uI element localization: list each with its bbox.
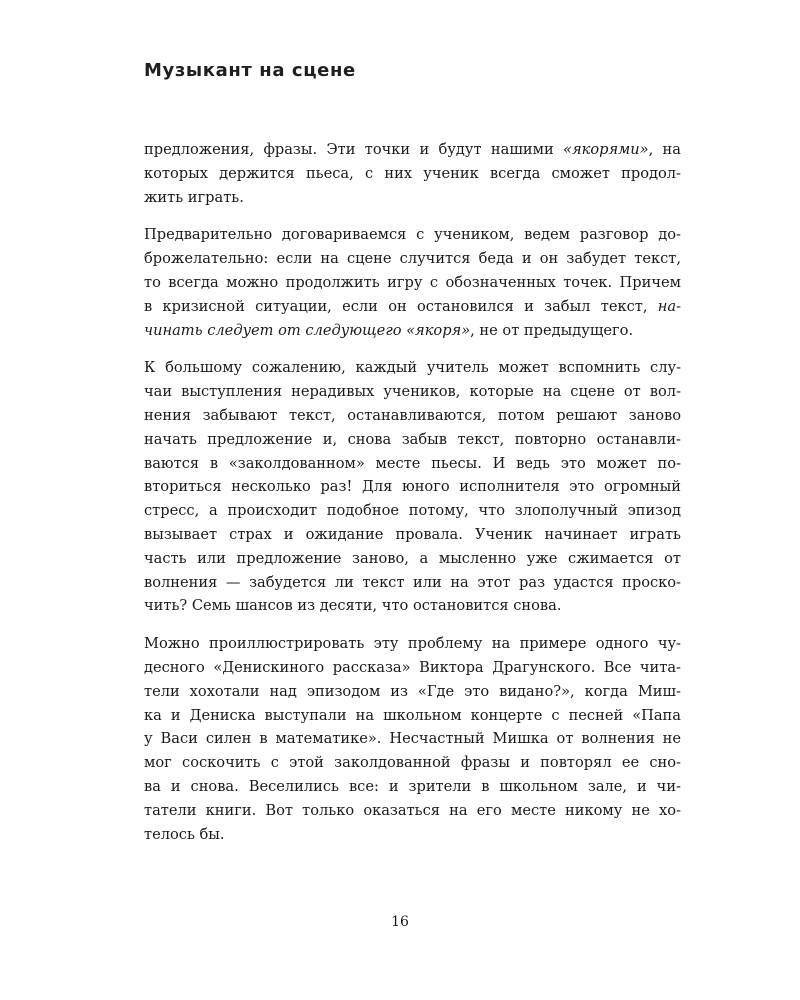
text-segment: часть или предложение заново, а мысленно уже сжимается от — [144, 549, 681, 567]
italic-text-segment: «якорями» — [563, 141, 649, 158]
text-line — [144, 186, 681, 210]
text-segment: ва и снова. Веселились все: и зрители в школьном зале, и чи- — [144, 777, 681, 795]
text-line — [144, 356, 681, 380]
text-line — [144, 823, 681, 847]
text-line — [144, 475, 681, 499]
text-line — [144, 452, 681, 476]
paragraph-3 — [144, 356, 681, 618]
text-segment: начать предложение и, снова забыв текст, повторно останавли- — [144, 430, 681, 448]
text-line — [144, 138, 681, 162]
text-line — [144, 499, 681, 523]
text-segment: К большому сожалению, каждый учитель может вспомнить слу- — [144, 359, 681, 377]
text-segment: тели хохотали над эпизодом из «Где это видано?», когда Миш- — [144, 682, 681, 700]
text-segment: чаи выступления нерадивых учеников, которые на сцене от вол- — [144, 383, 681, 401]
text-segment: мог соскочить с этой заколдованной фразы и повторял ее сно- — [144, 754, 681, 772]
text-line — [144, 223, 681, 247]
text-segment: предложения, фразы. Эти точки и будут нашими — [144, 141, 564, 158]
running-head-title: Музыкант на сцене — [144, 60, 356, 81]
text-line — [144, 404, 681, 428]
text-segment: телось бы. — [144, 825, 225, 843]
paragraph-1 — [144, 138, 681, 209]
paragraph-4 — [144, 632, 681, 846]
text-segment: стресс, а происходит подобное потому, что злополучный эпизод — [144, 502, 681, 520]
text-segment: нения забывают текст, останавливаются, потом решают заново — [144, 406, 681, 424]
text-line — [144, 547, 681, 571]
text-line — [144, 271, 681, 295]
paragraph-spacing — [144, 618, 681, 632]
text-segment: Можно проиллюстрировать эту проблему на примере одного чу- — [144, 635, 681, 653]
paragraph-2 — [144, 223, 681, 342]
text-line — [144, 727, 681, 751]
text-segment: в кризисной ситуации, если он остановился и забыл текст, — [144, 297, 658, 315]
text-line — [144, 523, 681, 547]
body-text — [144, 138, 681, 846]
italic-text-segment: чинать следует от следующего «якоря» — [144, 321, 471, 339]
paragraph-spacing — [144, 342, 681, 356]
italic-text-segment: на- — [657, 297, 681, 315]
text-segment: вызывает страх и ожидание провала. Ученик начинает играть — [144, 525, 681, 543]
text-segment: ваются в «заколдованном» месте пьесы. И ведь это может по- — [144, 454, 681, 472]
text-segment: то всегда можно продолжить игру с обозначенных точек. Причем — [144, 273, 681, 291]
text-segment: волнения — забудется ли текст или на этот раз удастся проско- — [144, 573, 681, 591]
text-line — [144, 704, 681, 728]
text-line — [144, 775, 681, 799]
text-segment: , не от предыдущего. — [470, 321, 634, 339]
text-segment: у Васи силен в математике». Несчастный Мишка от волнения не — [144, 730, 681, 748]
text-segment: ка и Дениска выступали на школьном концерте с песней «Папа — [144, 706, 681, 724]
text-segment: брожелательно: если на сцене случится беда и он забудет текст, — [144, 250, 681, 268]
text-segment: , на — [648, 141, 681, 158]
text-segment: чить? Семь шансов из десяти, что остановится снова. — [144, 597, 562, 615]
text-line — [144, 680, 681, 704]
page-number: 16 — [391, 914, 409, 930]
text-segment: татели книги. Вот только оказаться на его месте никому не хо- — [144, 801, 681, 819]
paragraph-spacing — [144, 209, 681, 223]
text-line — [144, 380, 681, 404]
text-segment: жить играть. — [144, 188, 244, 206]
text-line — [144, 799, 681, 823]
text-line — [144, 632, 681, 656]
text-line — [144, 319, 681, 343]
text-segment: вториться несколько раз! Для юного исполнителя это огромный — [144, 478, 681, 496]
text-segment: которых держится пьеса, с них ученик всегда сможет продол- — [144, 164, 681, 182]
text-segment: Предварительно договариваемся с учеником, ведем разговор до- — [144, 226, 681, 244]
text-line — [144, 247, 681, 271]
text-line — [144, 751, 681, 775]
text-line — [144, 428, 681, 452]
text-line — [144, 656, 681, 680]
text-line — [144, 571, 681, 595]
text-line — [144, 162, 681, 186]
text-line — [144, 594, 681, 618]
text-segment: десного «Денискиного рассказа» Виктора Драгунского. Все чита- — [144, 658, 681, 676]
text-line — [144, 295, 681, 319]
